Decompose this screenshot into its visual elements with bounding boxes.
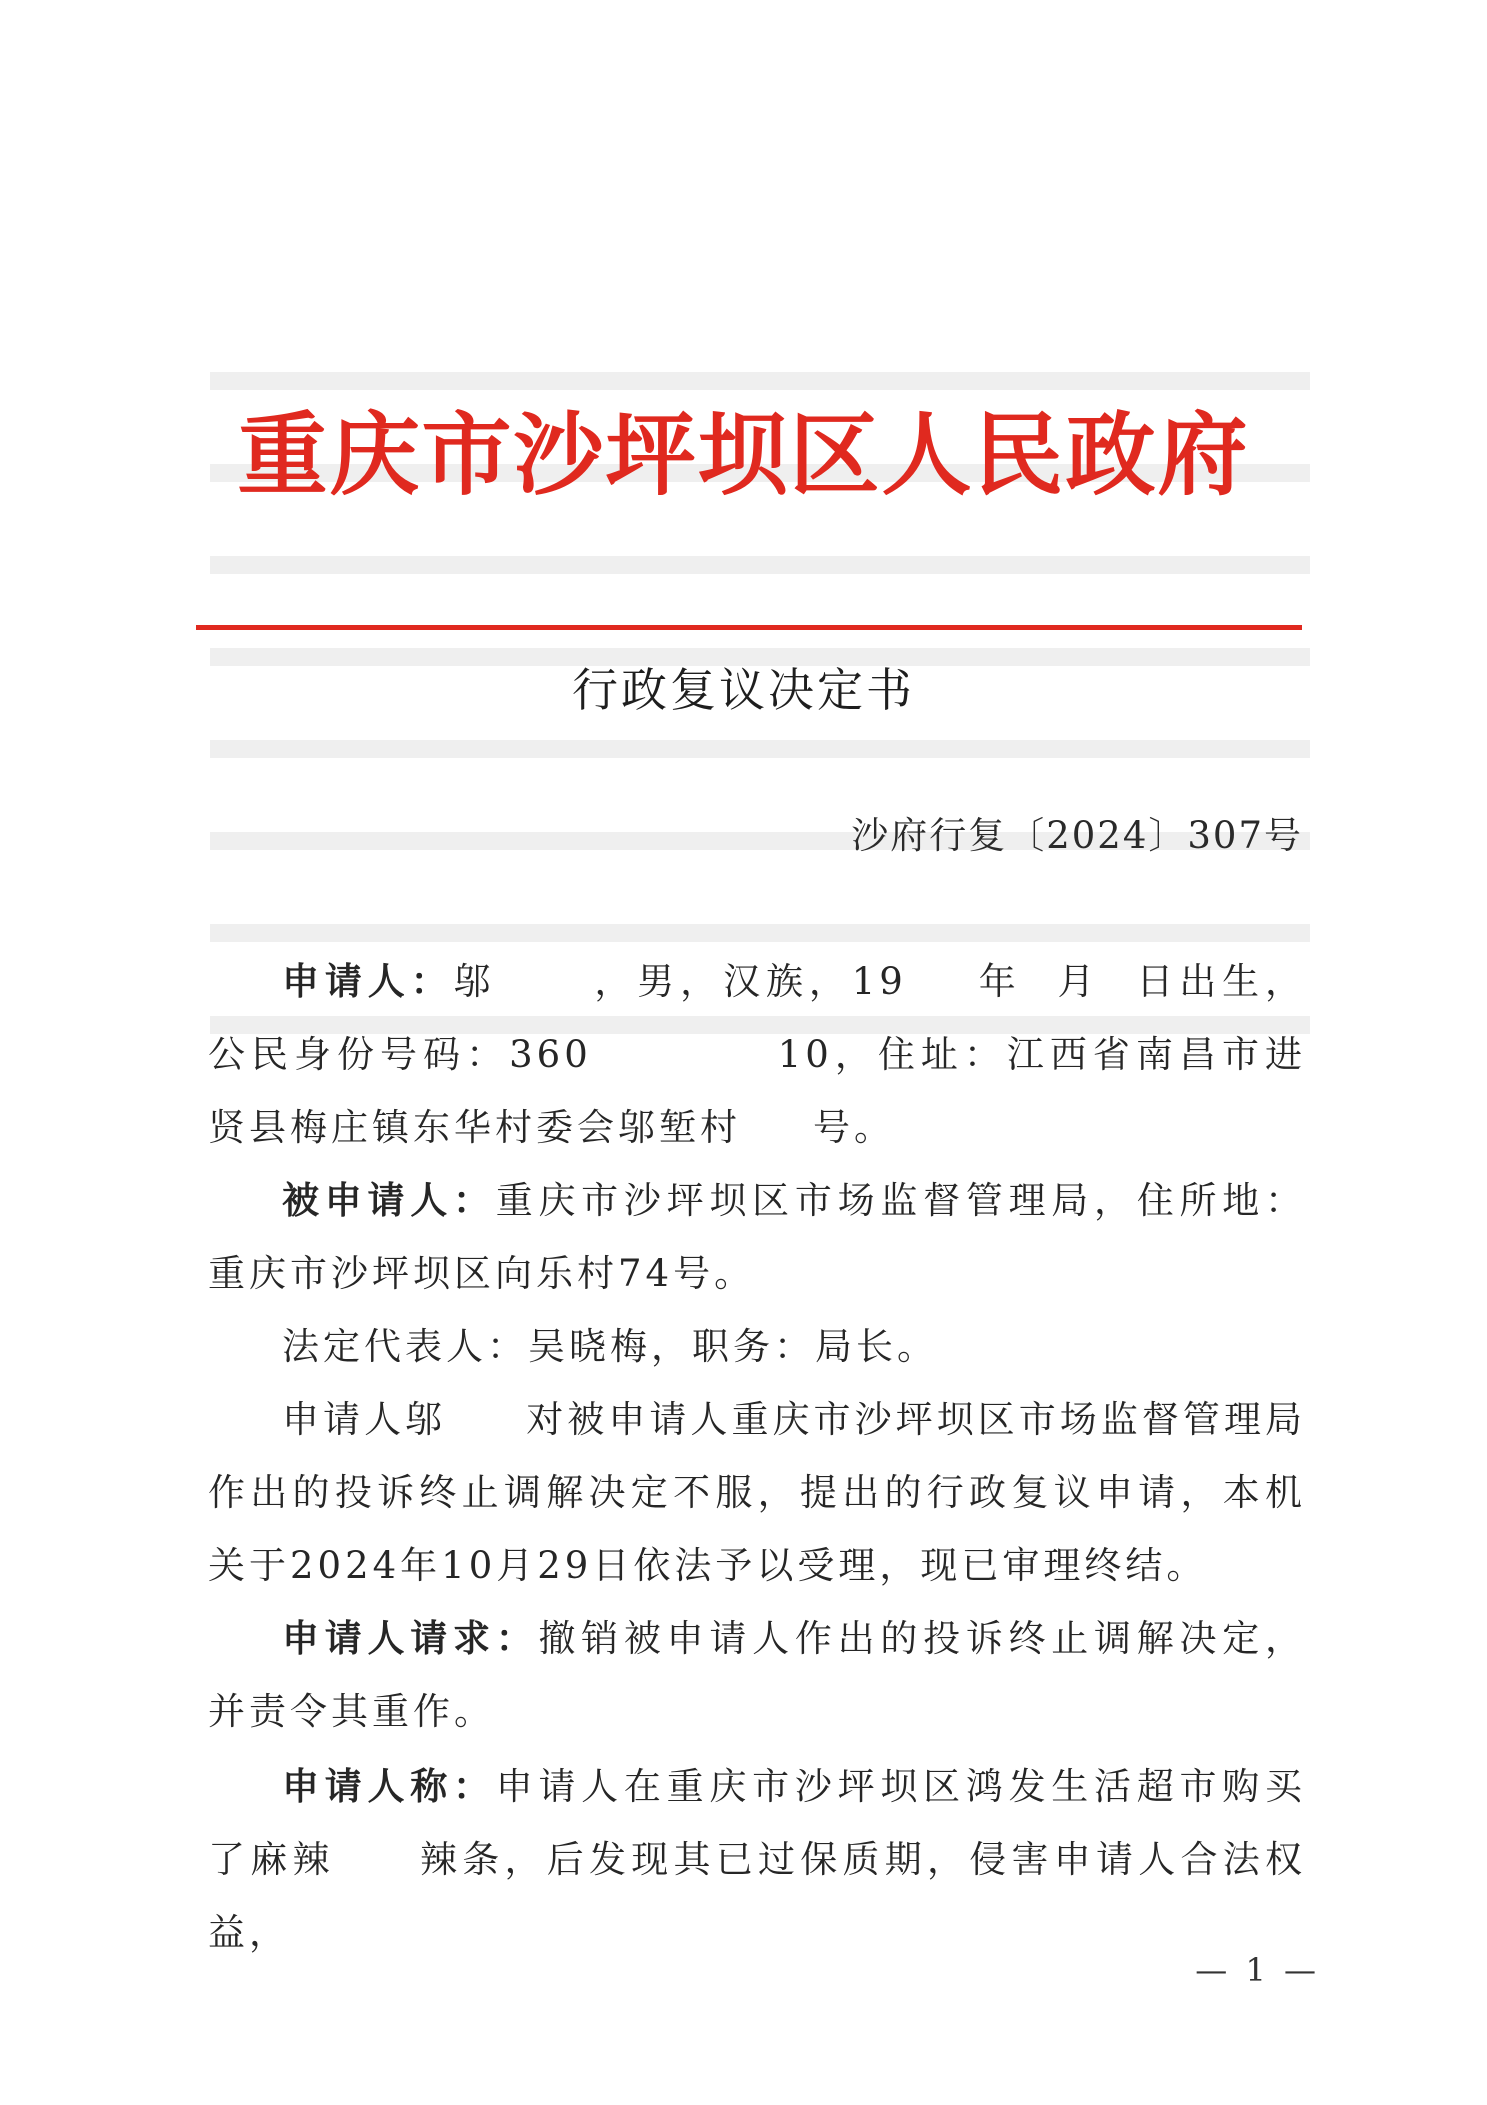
applicant-paragraph: [208, 945, 1306, 1164]
claim-label: 申请人称：: [282, 1765, 496, 1808]
request-text: 撤销被申请人作出的投诉终止调解决定，并责令其重作。: [208, 1617, 1307, 1733]
applicant-gender-ethnicity: ，男，汉族，19: [592, 960, 907, 1003]
request-label: 申请人请求：: [282, 1617, 539, 1660]
applicant-address-end: 号。: [813, 1106, 895, 1149]
document-body: [208, 945, 1306, 1969]
applicant-year-word: 年: [976, 960, 1022, 1003]
redaction-block: [907, 966, 977, 1003]
redaction-block: [335, 1844, 419, 1881]
redaction-block: [497, 966, 593, 1003]
applicant-label: 申请人：: [282, 960, 454, 1003]
applicant-id-prefix: 日出生，公民身份号码：360: [208, 960, 1307, 1076]
applicant-surname: 邬: [453, 960, 497, 1003]
redaction-block: [1100, 966, 1134, 1003]
redaction-block: [741, 1112, 813, 1149]
claim-paragraph: [208, 1750, 1306, 1969]
claim-rest: 辣条，后发现其已过保质期，侵害申请人合法权益，: [208, 1838, 1306, 1954]
request-paragraph: [208, 1602, 1306, 1748]
redaction-block: [446, 1404, 526, 1441]
redaction-block: [1022, 966, 1056, 1003]
respondent-label: 被申请人：: [282, 1179, 496, 1222]
applicant-address: 10，住址：江西省南昌市进贤县梅庄镇东华村委会邬堑村: [208, 1033, 1306, 1149]
page-number: — 1 —: [1195, 1951, 1320, 1989]
issuing-authority-heading: 重庆市沙坪坝区人民政府: [237, 402, 1250, 508]
intro-paragraph: [208, 1383, 1306, 1602]
red-divider-line: [196, 625, 1302, 630]
intro-start: 申请人邬: [282, 1398, 447, 1441]
document-title: 行政复议决定书: [572, 663, 915, 717]
respondent-paragraph: [208, 1164, 1306, 1310]
document-number: 沙府行复〔2024〕307号: [851, 814, 1303, 857]
claim-start: 申请人在重庆市沙坪坝区鸿发生活超市购买了麻辣: [208, 1765, 1307, 1881]
respondent-text: 重庆市沙坪坝区市场监督管理局，住所地：重庆市沙坪坝区向乐村74号。: [208, 1179, 1307, 1295]
redaction-block: [592, 1039, 778, 1076]
applicant-month-word: 月: [1055, 960, 1101, 1003]
legal-representative-paragraph: 法定代表人：吴晓梅，职务：局长。: [282, 1325, 938, 1368]
intro-rest: 对被申请人重庆市沙坪坝区市场监督管理局作出的投诉终止调解决定不服，提出的行政复议申请，本机关于2024年10月29日依法予以受理，现已审理终结。: [208, 1398, 1307, 1587]
